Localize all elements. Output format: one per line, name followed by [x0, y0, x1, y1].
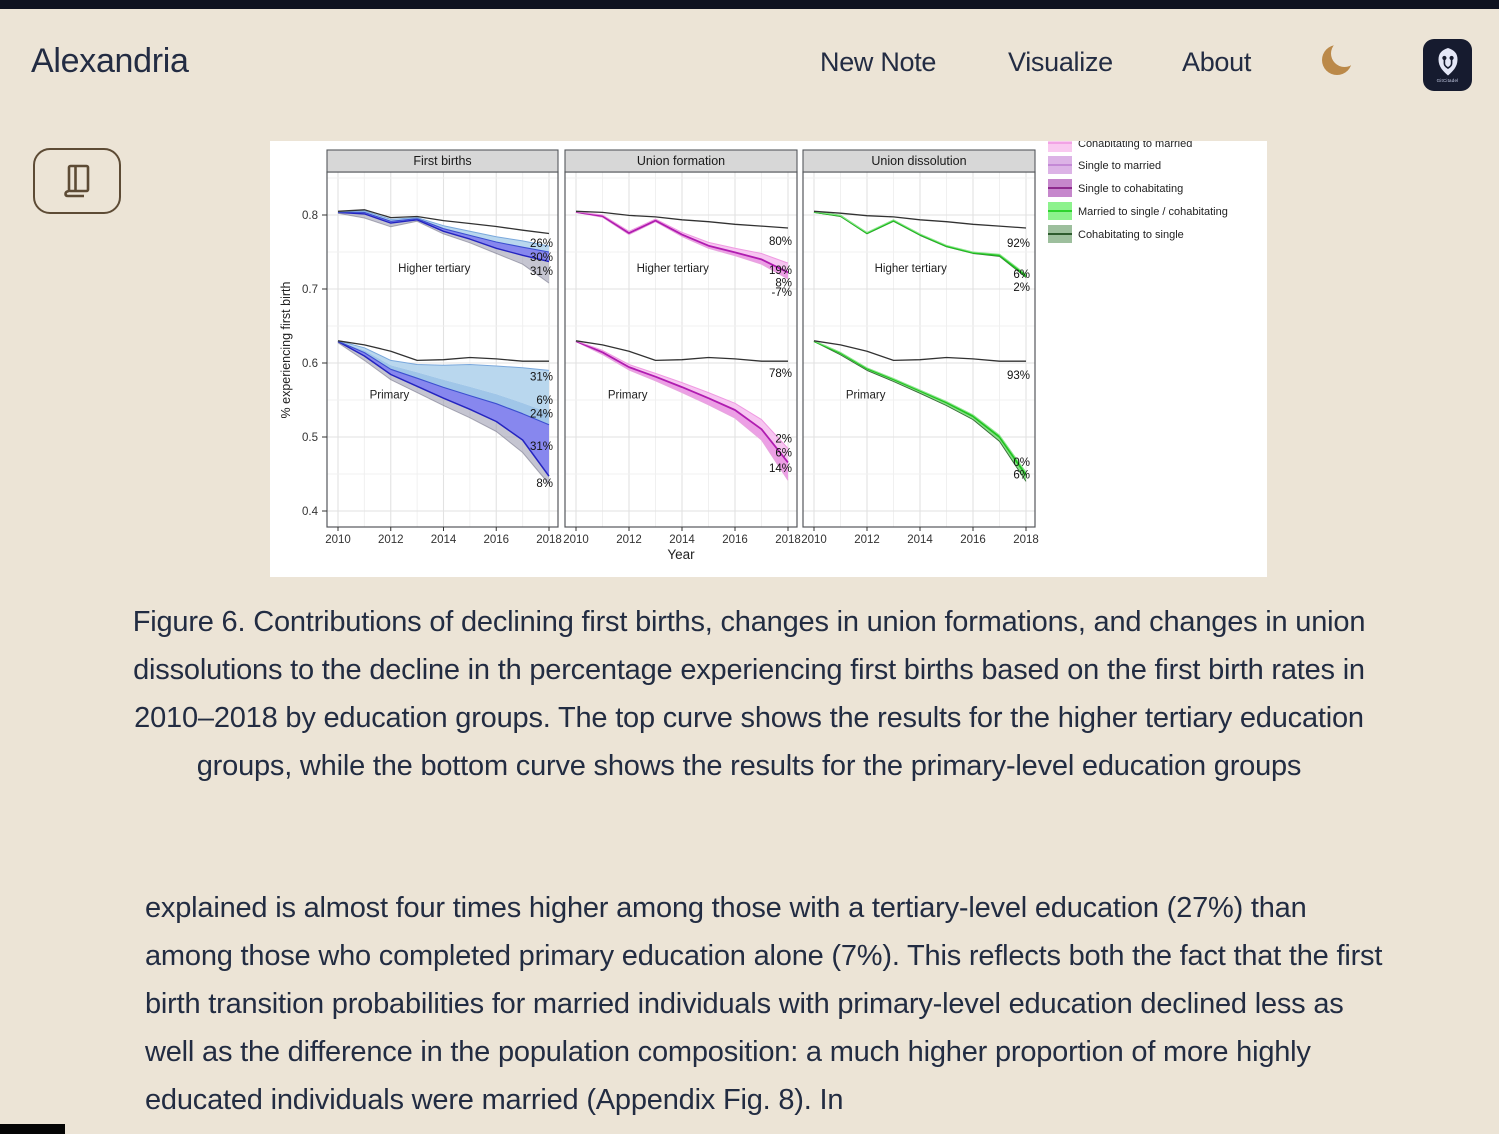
svg-text:2018: 2018: [536, 534, 562, 546]
panel-0: [327, 150, 558, 531]
svg-text:Primary: Primary: [607, 389, 648, 402]
svg-text:2016: 2016: [960, 534, 986, 546]
theme-toggle-button[interactable]: [1322, 45, 1356, 79]
reader-mode-button[interactable]: [33, 148, 121, 214]
svg-text:24%: 24%: [529, 408, 553, 421]
svg-text:19%: 19%: [768, 265, 792, 278]
svg-text:Primary: Primary: [845, 389, 886, 402]
svg-text:First births: First births: [413, 154, 472, 168]
figure-chart-svg: [270, 141, 1267, 577]
svg-text:6%: 6%: [775, 447, 792, 460]
svg-text:Union dissolution: Union dissolution: [871, 154, 967, 168]
svg-text:Year: Year: [667, 547, 695, 562]
figure-6-chart: [270, 141, 1267, 577]
svg-text:2014: 2014: [907, 534, 933, 546]
svg-text:31%: 31%: [529, 371, 553, 384]
panel-1: [565, 150, 797, 531]
nav-new-note[interactable]: New Note: [820, 47, 937, 77]
svg-text:2018: 2018: [775, 534, 801, 546]
svg-text:2016: 2016: [722, 534, 748, 546]
svg-text:0.7: 0.7: [302, 284, 318, 296]
crescent-moon-icon: [1322, 45, 1352, 75]
nav-visualize[interactable]: Visualize: [1008, 47, 1113, 77]
svg-text:2014: 2014: [669, 534, 695, 546]
svg-text:Married to single / cohabitati: Married to single / cohabitating: [1078, 206, 1228, 218]
svg-text:0.8: 0.8: [302, 210, 318, 222]
svg-text:80%: 80%: [768, 235, 792, 248]
panel-2: [803, 150, 1035, 531]
svg-text:2012: 2012: [377, 534, 404, 546]
book-icon: [58, 161, 96, 201]
svg-text:% experiencing first birth: % experiencing first birth: [279, 281, 293, 419]
svg-text:Cohabitating to married: Cohabitating to married: [1078, 141, 1193, 150]
svg-text:2010: 2010: [325, 534, 351, 546]
svg-text:6%: 6%: [1013, 469, 1030, 482]
svg-text:93%: 93%: [1006, 369, 1030, 382]
svg-text:-7%: -7%: [771, 286, 792, 299]
svg-text:2010: 2010: [801, 534, 827, 546]
svg-text:78%: 78%: [768, 367, 792, 380]
svg-text:2%: 2%: [775, 433, 792, 446]
svg-text:14%: 14%: [768, 463, 792, 476]
svg-text:2016: 2016: [483, 534, 510, 546]
figure-caption: Figure 6. Contributions of declining first births, changes in union formations, and changes in union dissolutions to the decline in th percentage experiencing first births based on the first birth rates in 2010–2018 by education groups. The top curve shows the results for the higher tertiary education groups, while the bottom curve shows the results for the primary-level education groups: [132, 606, 1366, 782]
svg-text:0.6: 0.6: [302, 358, 318, 370]
svg-text:26%: 26%: [529, 238, 553, 251]
bottom-window-artifact: [0, 1124, 65, 1134]
svg-text:92%: 92%: [1006, 238, 1030, 251]
nav-about[interactable]: About: [1182, 47, 1252, 77]
brand-title: Alexandria: [31, 42, 189, 80]
gitcitadel-logo-button[interactable]: [1423, 39, 1472, 91]
svg-text:2012: 2012: [616, 534, 642, 546]
svg-text:Single to married: Single to married: [1078, 160, 1162, 172]
svg-text:8%: 8%: [536, 477, 553, 490]
svg-text:0%: 0%: [1013, 456, 1030, 469]
svg-text:2010: 2010: [563, 534, 589, 546]
svg-text:2018: 2018: [1013, 534, 1039, 546]
svg-text:Higher tertiary: Higher tertiary: [398, 262, 471, 275]
gitcitadel-shield-icon: [1435, 47, 1461, 77]
svg-text:Higher tertiary: Higher tertiary: [636, 262, 709, 275]
svg-text:Cohabitating to single: Cohabitating to single: [1078, 229, 1184, 241]
svg-text:Higher tertiary: Higher tertiary: [874, 262, 947, 275]
article-paragraph: explained is almost four times higher among those with a tertiary-level education (27%) than among those who completed primary education alone (7%). This reflects both the fact that the first birth transition probabilities for married individuals with primary-level education declined less as well as the difference in the population composition: a much higher proportion of more highly educated individuals were married (Appendix Fig. 8). In: [145, 892, 1383, 1116]
svg-text:0.5: 0.5: [302, 432, 318, 444]
svg-text:6%: 6%: [536, 395, 553, 407]
svg-text:8%: 8%: [775, 277, 792, 290]
svg-text:31%: 31%: [529, 266, 553, 279]
svg-text:Union formation: Union formation: [636, 154, 726, 168]
top-window-strip: [0, 0, 1499, 9]
svg-text:31%: 31%: [529, 440, 553, 453]
svg-text:2014: 2014: [430, 534, 457, 546]
logo-caption: GitCitadel: [1436, 78, 1459, 83]
svg-text:Primary: Primary: [369, 389, 410, 402]
svg-text:2%: 2%: [1013, 282, 1030, 295]
svg-text:Single to cohabitating: Single to cohabitating: [1078, 183, 1184, 195]
svg-text:30%: 30%: [529, 252, 553, 265]
svg-text:0.4: 0.4: [302, 506, 318, 518]
svg-text:6%: 6%: [1013, 269, 1030, 282]
svg-text:2012: 2012: [854, 534, 880, 546]
